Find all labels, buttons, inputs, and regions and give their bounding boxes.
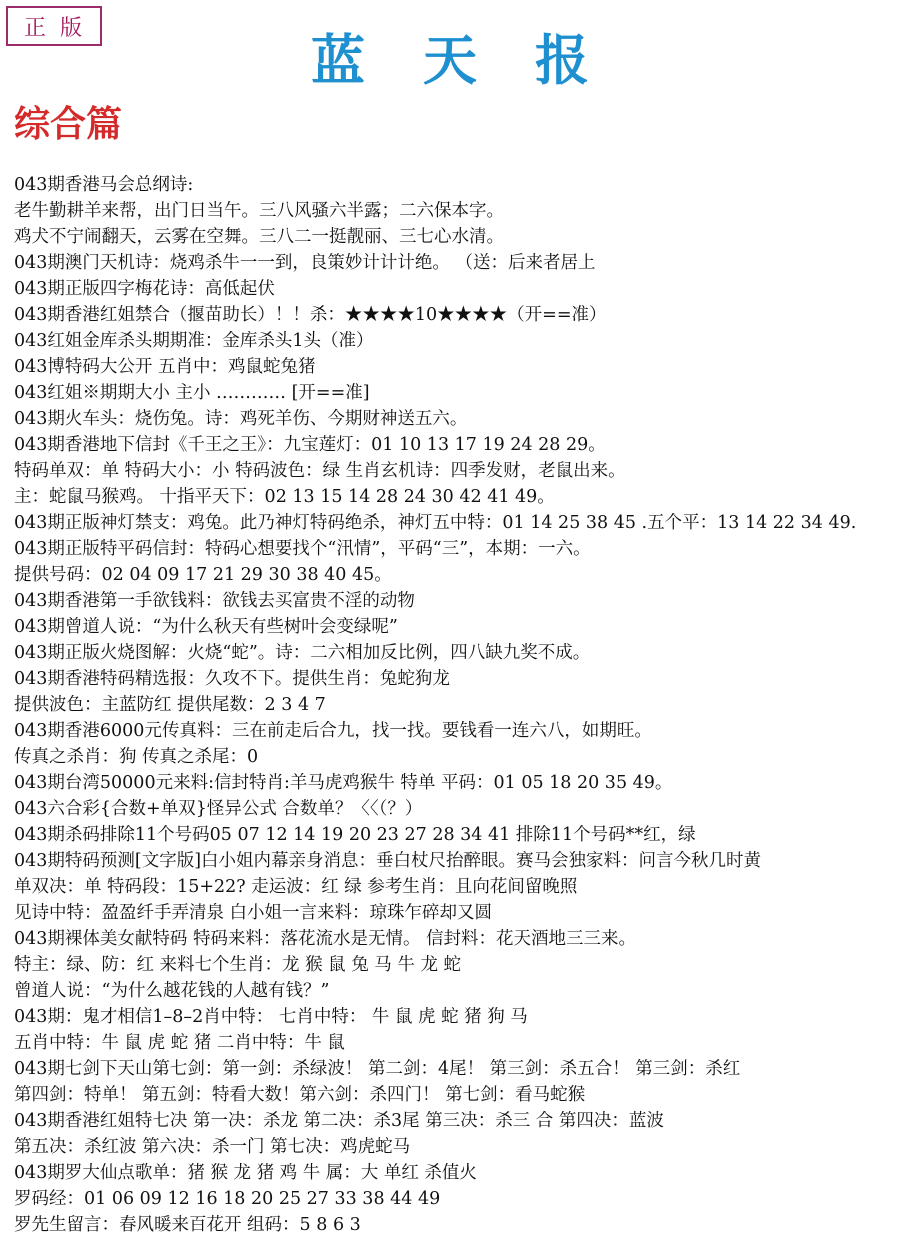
text-line: 043期香港第一手欲钱料：欲钱去买富贵不淫的动物 bbox=[14, 591, 415, 611]
text-line: 043期杀码排除11个号码05 07 12 14 19 20 23 27 28 34 41 排除11个号码**红，绿 bbox=[14, 825, 696, 845]
text-line: 043红姐金库杀头期期准：金库杀头1头（准） bbox=[14, 331, 374, 351]
text-line: 提供号码：02 04 09 17 21 29 30 38 40 45。 bbox=[14, 565, 392, 585]
edition-badge: 正版 bbox=[6, 6, 102, 46]
text-line: 043期香港红姐禁合（揠苗助长）！！杀：★★★★10★★★★（开==准） bbox=[14, 305, 607, 325]
text-line: 043期台湾50000元来料:信封特肖:羊马虎鸡猴牛 特单 平码：01 05 18 20 35 49。 bbox=[14, 773, 673, 793]
text-line: 043期正版神灯禁支：鸡兔。此乃神灯特码绝杀，神灯五中特：01 14 25 38 45 .五个平：13 14 22 34 49. bbox=[14, 513, 857, 533]
page-title: 蓝天报 bbox=[311, 28, 647, 92]
text-line: 043期特码预测[文字版]白小姐内幕亲身消息：垂白杖尺抬醉眼。赛马会独家料：问言今秋几时黄 bbox=[14, 851, 762, 871]
text-line: 特主：绿、防：红 来料七个生肖：龙 猴 鼠 兔 马 牛 龙 蛇 bbox=[14, 955, 462, 975]
content-body bbox=[14, 172, 896, 1238]
text-line: 特码单双：单 特码大小：小 特码波色：绿 生肖玄机诗：四季发财，老鼠出来。 bbox=[14, 461, 626, 481]
text-line: 043期香港地下信封《千王之王》：九宝莲灯：01 10 13 17 19 24 28 29。 bbox=[14, 435, 606, 455]
text-line: 鸡犬不宁闹翻天，云雾在空舞。三八二一挺靓丽、三七心水清。 bbox=[14, 227, 504, 247]
text-line: 043期香港特码精选报：久攻不下。提供生肖：兔蛇狗龙 bbox=[14, 669, 450, 689]
text-line: 043期：鬼才相信1–8–2肖中特： 七肖中特： 牛 鼠 虎 蛇 猪 狗 马 bbox=[14, 1007, 528, 1027]
text-line: 043期正版四字梅花诗：高低起伏 bbox=[14, 279, 275, 299]
text-line: 提供波色：主蓝防红 提供尾数：2 3 4 7 bbox=[14, 695, 326, 715]
text-line: 043期七剑下天山第七剑：第一剑：杀绿波！ 第二剑：4尾！ 第三剑：杀五合！ 第三剑：杀红 bbox=[14, 1059, 741, 1079]
text-line: 043期罗大仙点歌单：猪 猴 龙 猪 鸡 牛 属：大 单红 杀值火 bbox=[14, 1163, 477, 1183]
text-line: 043期香港马会总纲诗: bbox=[14, 175, 194, 195]
text-line: 曾道人说：“为什么越花钱的人越有钱？” bbox=[14, 981, 330, 1001]
text-line: 043红姐※期期大小 主小 ………… [开==准] bbox=[14, 383, 370, 403]
text-line: 老牛勤耕羊来帮，出门日当午。三八风骚六半露；二六保本字。 bbox=[14, 201, 504, 221]
text-line: 主：蛇鼠马猴鸡。 十指平天下：02 13 15 14 28 24 30 42 41 49。 bbox=[14, 487, 555, 507]
text-line: 043博特码大公开 五肖中：鸡鼠蛇兔猪 bbox=[14, 357, 316, 377]
text-line: 第五决：杀红波 第六决：杀一门 第七决：鸡虎蛇马 bbox=[14, 1137, 411, 1157]
text-line: 043六合彩{合数+单双}怪异公式 合数单？〈〈（？） bbox=[14, 799, 423, 819]
text-line: 043期火车头：烧伤兔。诗：鸡死羊伤、今期财神送五六。 bbox=[14, 409, 468, 429]
text-line: 第四剑：特单！ 第五剑：特看大数！第六剑：杀四门！ 第七剑：看马蛇猴 bbox=[14, 1085, 586, 1105]
text-line: 罗先生留言：春风暖来百花开 组码：5 8 6 3 bbox=[14, 1215, 361, 1235]
text-line: 罗码经：01 06 09 12 16 18 20 25 27 33 38 44 49 bbox=[14, 1189, 441, 1209]
text-line: 043期曾道人说：“为什么秋天有些树叶会变绿呢” bbox=[14, 617, 398, 637]
text-line: 043期正版特平码信封：特码心想要找个“汛情”，平码“三”，本期：一六。 bbox=[14, 539, 591, 559]
text-line: 043期香港红姐特七决 第一决：杀龙 第二决：杀3尾 第三决：杀三 合 第四决：蓝波 bbox=[14, 1111, 664, 1131]
text-line: 五肖中特：牛 鼠 虎 蛇 猪 二肖中特：牛 鼠 bbox=[14, 1033, 345, 1053]
text-line: 传真之杀肖：狗 传真之杀尾：0 bbox=[14, 747, 259, 767]
text-line: 043期正版火烧图解：火烧“蛇”。诗：二六相加反比例，四八缺九奖不成。 bbox=[14, 643, 591, 663]
text-line: 见诗中特：盈盈纤手弄清泉 白小姐一言来料：琼珠乍碎却又圆 bbox=[14, 903, 493, 923]
text-line: 043期香港6000元传真料：三在前走后合九，找一找。要钱看一连六八，如期旺。 bbox=[14, 721, 652, 741]
text-line: 043期裸体美女献特码 特码来料：落花流水是无情。 信封料：花天酒地三三来。 bbox=[14, 929, 637, 949]
section-title: 综合篇 bbox=[14, 103, 123, 145]
text-line: 043期澳门天机诗：烧鸡杀牛一一到，良策妙计计计绝。 （送：后来者居上 bbox=[14, 253, 596, 273]
text-line: 单双决：单 特码段：15+22? 走运波：红 绿 参考生肖：且向花间留晚照 bbox=[14, 877, 578, 897]
